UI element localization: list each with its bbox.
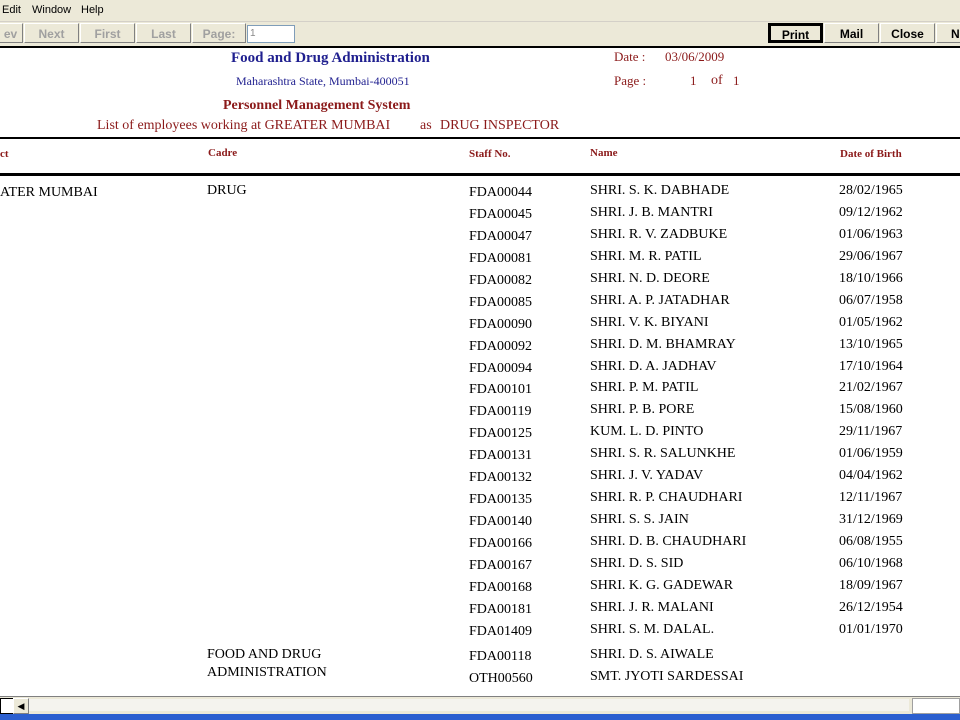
list-role: DRUG INSPECTOR bbox=[440, 118, 560, 133]
dob-cell: 01/06/1963 bbox=[839, 227, 903, 242]
staff-no-cell: FDA00101 bbox=[469, 382, 533, 397]
col-header-district: ct bbox=[0, 148, 9, 160]
staff-no-cell: FDA00118 bbox=[469, 649, 532, 664]
dob-cell: 29/11/1967 bbox=[839, 424, 903, 439]
staff-no-cell: FDA00094 bbox=[469, 361, 533, 376]
horizontal-scrollbar[interactable] bbox=[29, 699, 909, 711]
mail-button[interactable]: Mail bbox=[824, 23, 879, 43]
report-toolbar bbox=[0, 22, 960, 48]
staff-no-cell: FDA00132 bbox=[469, 470, 533, 485]
menu-help[interactable]: Help bbox=[81, 4, 104, 16]
page-input[interactable]: 1 bbox=[247, 25, 295, 43]
name-cell: SHRI. J. V. YADAV bbox=[590, 468, 704, 483]
staff-no-cell: FDA00082 bbox=[469, 273, 533, 288]
dob-cell: 01/06/1959 bbox=[839, 446, 903, 461]
org-address: Maharashtra State, Mumbai-400051 bbox=[236, 74, 410, 88]
menu-window[interactable]: Window bbox=[32, 4, 72, 16]
staff-no-cell: FDA00140 bbox=[469, 514, 533, 529]
staff-no-cell: FDA00081 bbox=[469, 251, 533, 266]
staff-no-cell: FDA00047 bbox=[469, 229, 533, 244]
staff-no-cell: FDA00045 bbox=[469, 207, 533, 222]
staff-no-cell: FDA00085 bbox=[469, 295, 533, 310]
name-cell: SHRI. S. M. DALAL. bbox=[590, 622, 715, 637]
staff-no-cell: FDA00119 bbox=[469, 404, 532, 419]
col-header-name: Name bbox=[590, 147, 618, 159]
close-button[interactable]: Close bbox=[880, 23, 935, 43]
name-cell: SHRI. A. P. JATADHAR bbox=[590, 293, 730, 308]
scroll-box bbox=[912, 698, 960, 714]
col-header-cadre: Cadre bbox=[208, 147, 238, 159]
dob-cell: 13/10/1965 bbox=[839, 337, 903, 352]
dob-cell: 15/08/1960 bbox=[839, 402, 903, 417]
taskbar bbox=[0, 714, 960, 720]
dob-cell: 06/07/1958 bbox=[839, 293, 903, 308]
dob-cell: 06/10/1968 bbox=[839, 556, 903, 571]
staff-no-cell: FDA00166 bbox=[469, 536, 533, 551]
name-cell: SHRI. D. B. CHAUDHARI bbox=[590, 534, 747, 549]
name-cell: SHRI. N. D. DEORE bbox=[590, 271, 710, 286]
staff-no-cell: FDA00044 bbox=[469, 185, 533, 200]
last-button[interactable]: Last bbox=[136, 23, 191, 43]
cadre-fda-line1: FOOD AND DRUG bbox=[207, 647, 322, 662]
name-cell: SHRI. P. B. PORE bbox=[590, 402, 695, 417]
staff-no-cell: FDA00092 bbox=[469, 339, 533, 354]
dob-cell: 29/06/1967 bbox=[839, 249, 903, 264]
col-header-dob: Date of Birth bbox=[840, 148, 902, 160]
status-bar bbox=[0, 696, 960, 715]
staff-no-cell: FDA00131 bbox=[469, 448, 533, 463]
dob-cell: 12/11/1967 bbox=[839, 490, 903, 505]
name-cell: SHRI. D. A. JADHAV bbox=[590, 359, 717, 374]
staff-no-cell: FDA01409 bbox=[469, 624, 533, 639]
system-name: Personnel Management System bbox=[223, 98, 411, 113]
name-cell: SMT. JYOTI SARDESSAI bbox=[590, 669, 744, 684]
name-cell: SHRI. R. V. ZADBUKE bbox=[590, 227, 728, 242]
menu-edit[interactable]: Edit bbox=[2, 4, 21, 16]
dob-cell: 28/02/1965 bbox=[839, 183, 903, 198]
name-cell: SHRI. R. P. CHAUDHARI bbox=[590, 490, 743, 505]
name-cell: SHRI. M. R. PATIL bbox=[590, 249, 702, 264]
name-cell: SHRI. J. B. MANTRI bbox=[590, 205, 713, 220]
list-caption: List of employees working at GREATER MUMBAI bbox=[97, 118, 391, 133]
dob-cell: 04/04/1962 bbox=[839, 468, 903, 483]
name-cell: SHRI. S. S. JAIN bbox=[590, 512, 689, 527]
cadre-drug: DRUG bbox=[207, 183, 247, 198]
first-button[interactable]: First bbox=[80, 23, 135, 43]
name-cell: SHRI. D. S. SID bbox=[590, 556, 684, 571]
staff-no-cell: FDA00090 bbox=[469, 317, 533, 332]
dob-cell: 18/10/1966 bbox=[839, 271, 903, 286]
dob-cell: 09/12/1962 bbox=[839, 205, 903, 220]
prev-button[interactable]: ev bbox=[0, 23, 23, 43]
header-rule-bottom bbox=[0, 173, 960, 176]
date-label: Date : bbox=[614, 49, 646, 64]
page-icon[interactable] bbox=[0, 698, 14, 714]
page-text-label: Page : bbox=[614, 73, 647, 88]
staff-no-cell: FDA00181 bbox=[469, 602, 533, 617]
date-value: 03/06/2009 bbox=[665, 49, 725, 64]
page-total: 1 bbox=[733, 73, 740, 88]
name-cell: SHRI. V. K. BIYANI bbox=[590, 315, 709, 330]
page-current: 1 bbox=[690, 73, 697, 88]
dob-cell: 21/02/1967 bbox=[839, 380, 903, 395]
next-button[interactable]: Next bbox=[24, 23, 79, 43]
print-button[interactable]: Print bbox=[768, 23, 823, 43]
dob-cell: 31/12/1969 bbox=[839, 512, 903, 527]
name-cell: SHRI. K. G. GADEWAR bbox=[590, 578, 734, 593]
staff-no-cell: FDA00125 bbox=[469, 426, 533, 441]
dob-cell: 18/09/1967 bbox=[839, 578, 903, 593]
dob-cell: 26/12/1954 bbox=[839, 600, 903, 615]
staff-no-cell: FDA00167 bbox=[469, 558, 533, 573]
name-cell: KUM. L. D. PINTO bbox=[590, 424, 704, 439]
name-cell: SHRI. D. M. BHAMRAY bbox=[590, 337, 736, 352]
dob-cell: 01/05/1962 bbox=[839, 315, 903, 330]
name-cell: SHRI. D. S. AIWALE bbox=[590, 647, 714, 662]
header-rule-top bbox=[0, 137, 960, 139]
org-name: Food and Drug Administration bbox=[231, 50, 430, 66]
left-arrow-icon[interactable]: ◀ bbox=[13, 698, 29, 714]
page-label: Page: bbox=[192, 23, 246, 43]
dob-cell: 06/08/1955 bbox=[839, 534, 903, 549]
menu-bar bbox=[0, 0, 960, 22]
staff-no-cell: OTH00560 bbox=[469, 671, 533, 686]
more-button[interactable]: N bbox=[936, 23, 960, 43]
col-header-staff-no: Staff No. bbox=[469, 148, 511, 160]
page-of: of bbox=[711, 73, 723, 88]
name-cell: SHRI. S. R. SALUNKHE bbox=[590, 446, 736, 461]
staff-no-cell: FDA00168 bbox=[469, 580, 533, 595]
dob-cell: 17/10/1964 bbox=[839, 359, 903, 374]
list-as: as bbox=[420, 118, 432, 133]
name-cell: SHRI. P. M. PATIL bbox=[590, 380, 699, 395]
district-value: ATER MUMBAI bbox=[0, 185, 98, 200]
name-cell: SHRI. S. K. DABHADE bbox=[590, 183, 730, 198]
dob-cell: 01/01/1970 bbox=[839, 622, 903, 637]
staff-no-cell: FDA00135 bbox=[469, 492, 533, 507]
cadre-fda-line2: ADMINISTRATION bbox=[207, 665, 327, 680]
name-cell: SHRI. J. R. MALANI bbox=[590, 600, 714, 615]
